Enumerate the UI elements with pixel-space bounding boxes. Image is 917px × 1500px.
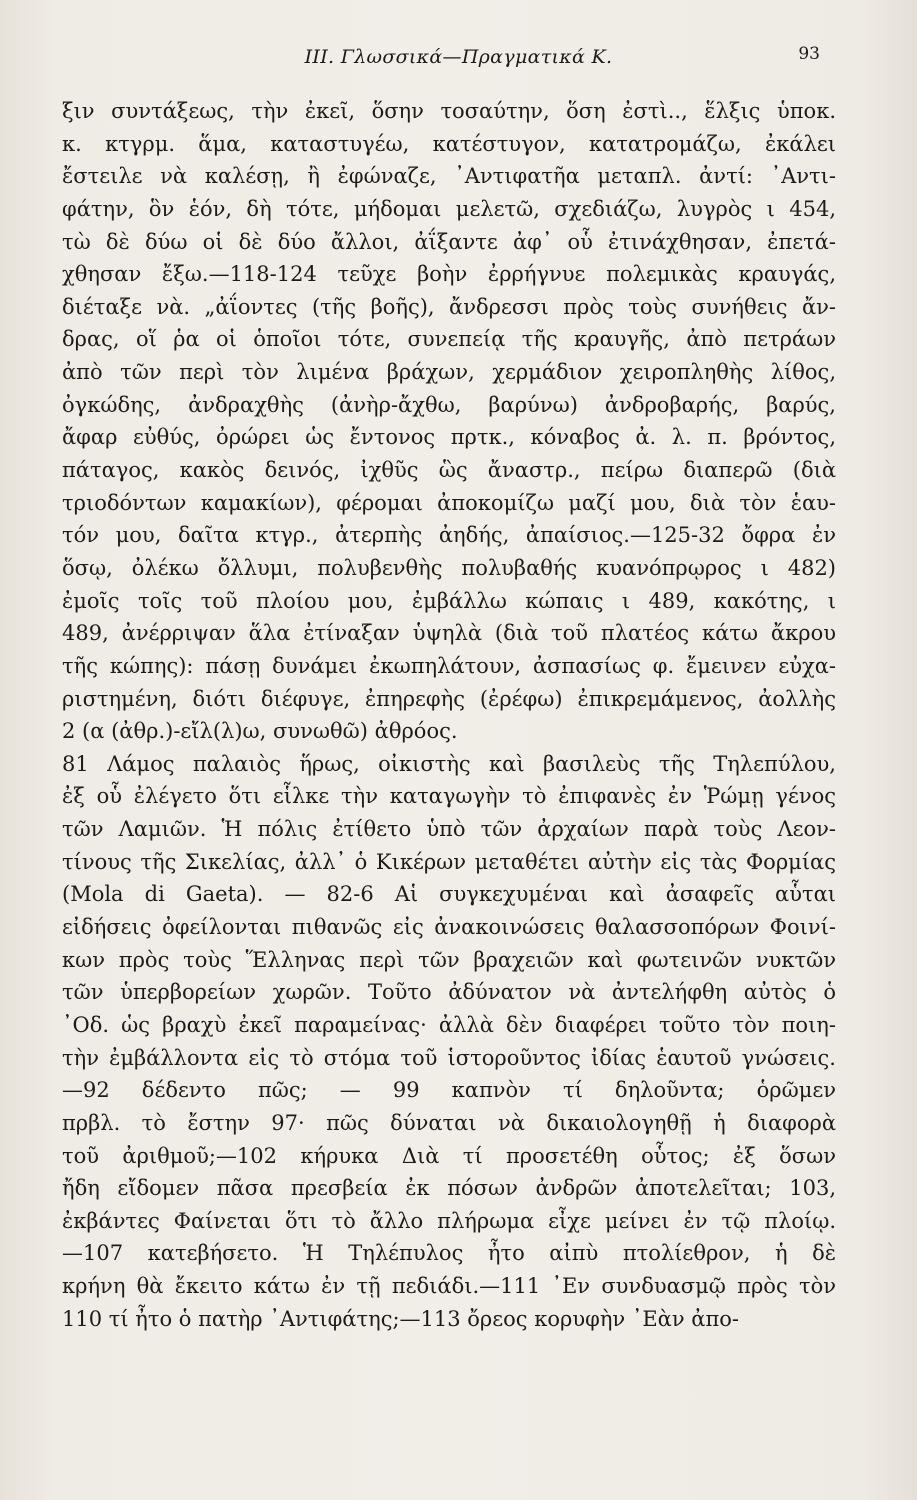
text-line: πρβλ. τὸ ἔστην 97· πῶς δύναται νὰ δικαιολογηθῇ ἡ διαφορὰ <box>62 1110 836 1135</box>
text-line: τόν μου, δαῖτα κτγρ., ἀτερπὴς ἀηδής, ἀπαίσιος.—125-32 ὄφρα ἐν <box>62 523 836 548</box>
text-line: κρήνη θὰ ἔκειτο κάτω ἐν τῇ πεδιάδι.—111 ᾿Εν συνδυασμῷ πρὸς τὸν <box>62 1274 836 1299</box>
text-line: ὅσῳ, ὀλέκω ὄλλυμι, πολυβενθὴς πολυβαθής κυανόπρῳρος ι 482) <box>62 555 836 580</box>
text-line: 2 (α (ἀθρ.)-εἴλ(λ)ω, συνωθῶ) ἀθρόος. <box>62 719 458 744</box>
text-line: 489, ἀνέρριψαν ἅλα ἐτίναξαν ὑψηλὰ (διὰ τοῦ πλατέος κάτω ἄκρου <box>62 621 836 646</box>
text-line: κων πρὸς τοὺς Ἕλληνας περὶ τῶν βραχειῶν καὶ φωτεινῶν νυκτῶν <box>62 947 836 972</box>
text-line: εἰδήσεις ὀφείλονται πιθανῶς εἰς ἀνακοινώσεις θαλασσοπόρων Φοινί- <box>62 915 836 940</box>
page-number: 93 <box>798 44 820 64</box>
text-line: ξιν συντάξεως, τὴν ἐκεῖ, ὅσην τοσαύτην, ὅση ἐστὶ.., ἕλξις ὑποκ. <box>62 99 836 123</box>
running-header: III. Γλωσσικά—Πραγματικά Κ. <box>304 46 613 68</box>
text-line: ἐκβάντες Φαίνεται ὅτι τὸ ἄλλο πλήρωμα εἶχε μείνει ἐν τῷ πλοίῳ. <box>62 1208 836 1233</box>
text-line: δρας, οἵ ῥα οἱ ὁποῖοι τότε, συνεπείᾳ τῆς κραυγῆς, ἀπὸ πετράων <box>62 327 836 352</box>
text-line: φάτην, ὃν ἑόν, δὴ τότε, μήδομαι μελετῶ, σχεδιάζω, λυγρὸς ι 454, <box>62 196 836 221</box>
text-line: ὀγκώδης, ἀνδραχθὴς (ἀνὴρ-ἄχθω, βαρύνω) ἀνδροβαρής, βαρύς, <box>62 392 836 417</box>
text-line: τριοδόντων καμακίων), φέρομαι ἀποκομίζω μαζί μου, διὰ τὸν ἑαυ- <box>62 490 836 515</box>
text-line: ᾿Οδ. ὡς βραχὺ ἐκεῖ παραμείνας· ἀλλὰ δὲν διαφέρει τοῦτο τὸν ποιη- <box>62 1012 836 1037</box>
text-line: ἄφαρ εὐθύς, ὀρώρει ὡς ἔντονος πρτκ., κόναβος ἀ. λ. π. βρόντος, <box>62 425 836 450</box>
text-line: τῶν ὑπερβορείων χωρῶν. Τοῦτο ἀδύνατον νὰ ἀντελήφθη αὐτὸς ὁ <box>62 980 836 1005</box>
text-line: (Mola di Gaeta). — 82-6 Αἱ συγκεχυμέναι καὶ ἀσαφεῖς αὗται <box>62 882 836 907</box>
text-line: ριστημένη, διότι διέφυγε, ἐπηρεφὴς (ἐρέφω) ἐπικρεμάμενος, ἀολλὴς <box>62 686 836 711</box>
commentary-text <box>62 95 836 1335</box>
text-line: διέταξε νὰ. „ἀΐοντες (τῆς βοῆς), ἄνδρεσσι πρὸς τοὺς συνήθεις ἄν- <box>62 294 836 319</box>
text-line: ἐξ οὗ ἐλέγετο ὅτι εἷλκε τὴν καταγωγὴν τὸ ἐπιφανὲς ἐν Ῥώμῃ γένος <box>62 784 836 809</box>
text-line: 110 τί ἦτο ὁ πατὴρ ᾿Αντιφάτης;—113 ὄρεος κορυφὴν ᾿Εὰν ἀπο- <box>62 1306 740 1331</box>
text-line: χθησαν ἔξω.—118-124 τεῦχε βοὴν ἐρρήγνυε πολεμικὰς κραυγάς, <box>62 262 836 287</box>
text-line: ἀπὸ τῶν περὶ τὸν λιμένα βράχων, χερμάδιον χειροπληθὴς λίθος, <box>62 360 836 385</box>
text-line: τῶν Λαμιῶν. Ἡ πόλις ἐτίθετο ὑπὸ τῶν ἀρχαίων παρὰ τοὺς Λεον- <box>62 817 836 842</box>
text-line: ἐμοῖς τοῖς τοῦ πλοίου μου, ἐμβάλλω κώπαις ι 489, κακότης, ι <box>62 588 836 613</box>
text-line: —92 δέδεντο πῶς; — 99 καπνὸν τί δηλοῦντα; ὁρῶμεν <box>62 1078 836 1103</box>
text-line: 81 Λάμος παλαιὸς ἥρως, οἰκιστὴς καὶ βασιλεὺς τῆς Τηλεπύλου, <box>62 751 836 776</box>
text-line: τὴν ἐμβάλλοντα εἰς τὸ στόμα τοῦ ἱστοροῦντος ἰδίας ἑαυτοῦ γνώσεις. <box>62 1045 836 1070</box>
text-line: κ. κτγρμ. ἅμα, καταστυγέω, κατέστυγον, κατατρομάζω, ἐκάλει <box>62 131 836 156</box>
text-line: πάταγος, κακὸς δεινός, ἰχθῦς ὣς ἄναστρ., πείρω διαπερῶ (διὰ <box>62 458 836 483</box>
text-line: τοῦ ἀριθμοῦ;—102 κήρυκα Διὰ τί προσετέθη οὗτος; ἐξ ὅσων <box>62 1143 836 1168</box>
text-line: —107 κατεβήσετο. Ἡ Τηλέπυλος ἦτο αἰπὺ πτολίεθρον, ἡ δὲ <box>62 1241 836 1266</box>
text-line: τῆς κώπης): πάσῃ δυνάμει ἐκωπηλάτουν, ἀσπασίως φ. ἔμεινεν εὐχα- <box>62 653 836 678</box>
text-line: τίνους τῆς Σικελίας, ἀλλ᾿ ὁ Κικέρων μεταθέτει αὐτὴν εἰς τὰς Φορμίας <box>62 849 836 874</box>
text-line: ἤδη εἴδομεν πᾶσα πρεσβεία ἐκ πόσων ἀνδρῶν ἀποτελεῖται; 103, <box>62 1176 836 1201</box>
text-line: τὼ δὲ δύω οἱ δὲ δύο ἄλλοι, ἀΐξαντε ἀφ᾿ οὗ ἐτινάχθησαν, ἐπετά- <box>62 229 836 254</box>
text-line: ἔστειλε νὰ καλέσῃ, ἢ ἐφώναζε, ᾿Αντιφατῆα μεταπλ. ἀντί: ᾿Αντι- <box>62 164 836 189</box>
